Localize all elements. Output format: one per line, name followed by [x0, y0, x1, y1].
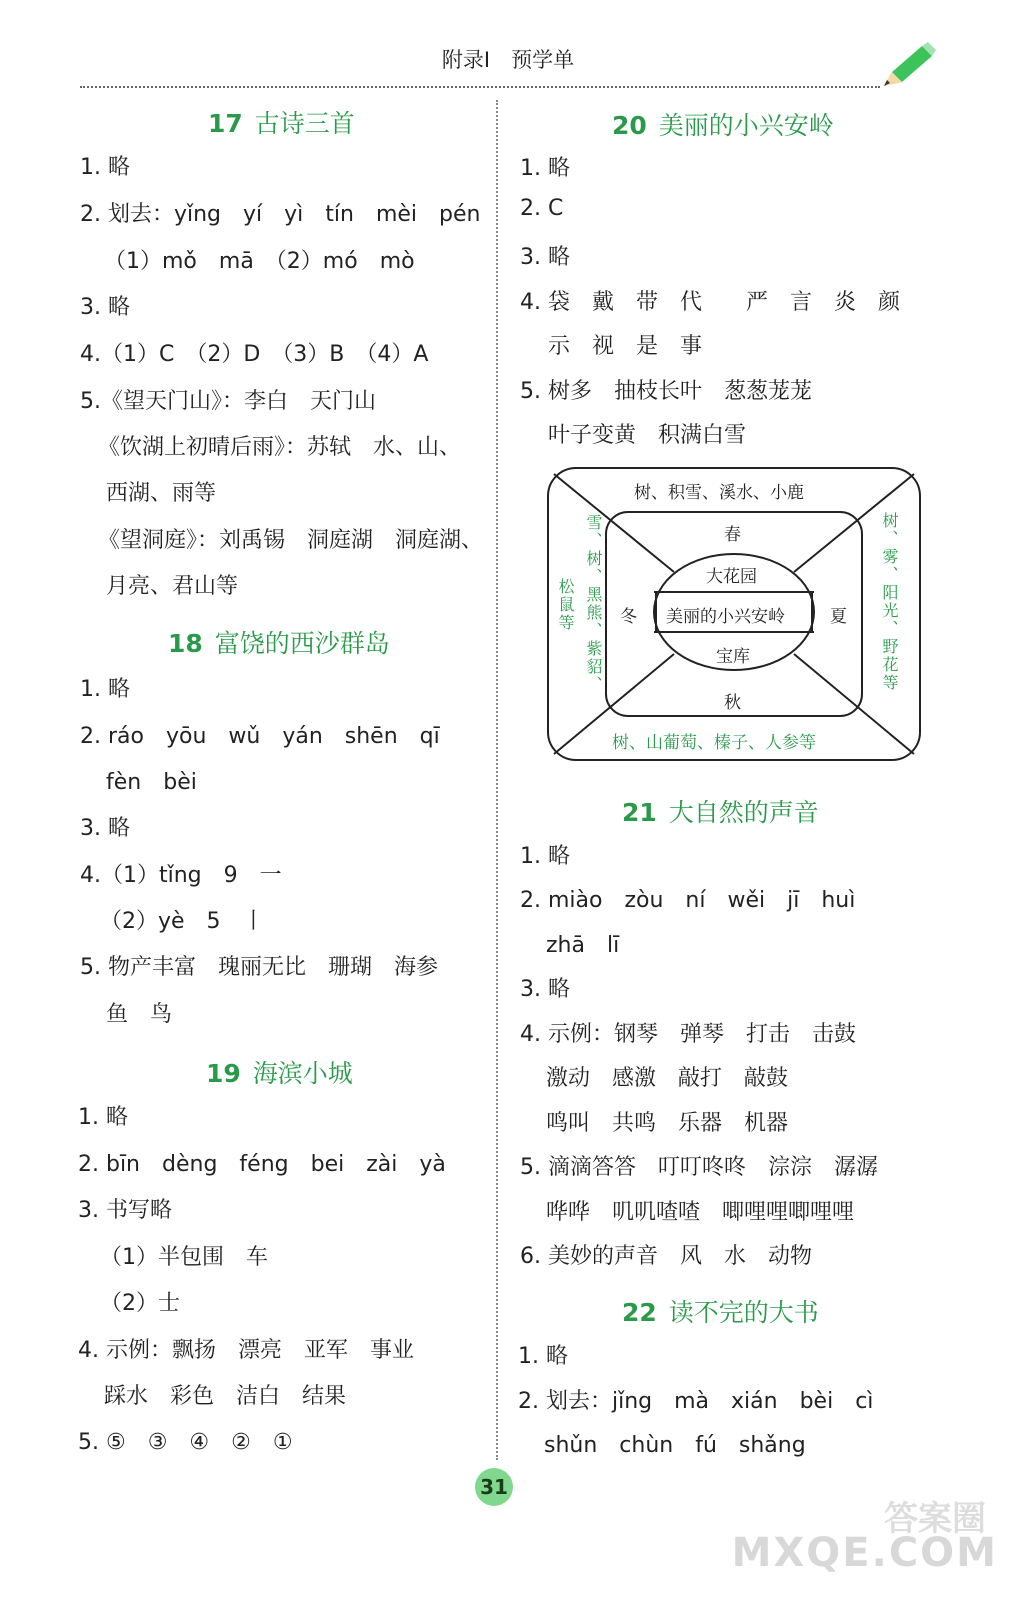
diagram-top-text: 树、积雪、溪水、小鹿: [634, 483, 804, 503]
section-title-19: 19 海滨小城: [206, 1059, 353, 1088]
diagram-center: 美丽的小兴安岭: [666, 607, 785, 627]
line: 2. 划去：yǐng yí yì tín mèi pén: [80, 202, 481, 227]
line: 1. 略: [80, 155, 130, 180]
watermark-logo: 答案圈: [884, 1499, 986, 1539]
line: 1. 略: [80, 677, 130, 702]
line: 1. 略: [518, 1344, 568, 1369]
line: 5. ⑤ ③ ④ ② ①: [78, 1430, 293, 1455]
line: 1. 略: [78, 1105, 128, 1130]
line: 2. miào zòu ní wěi jī huì: [520, 888, 856, 913]
page-number-badge: 31: [475, 1468, 513, 1506]
line: 1. 略: [520, 156, 570, 181]
diagram-winter: 冬: [620, 607, 637, 627]
line: （1）半包围 车: [100, 1245, 268, 1270]
line: 激动 感激 敲打 敲鼓: [546, 1066, 789, 1091]
line: （2）yè 5 丨: [100, 909, 265, 934]
line: 4.（1）tǐng 9 一: [80, 863, 282, 888]
header-rule: [80, 86, 880, 88]
section-title-18: 18 富饶的西沙群岛: [168, 629, 390, 658]
line: 《望洞庭》：刘禹锡 洞庭湖 洞庭湖、: [98, 528, 484, 553]
line: 4.（1）C （2）D （3）B （4）A: [80, 342, 429, 367]
diagram-lower: 宝库: [716, 647, 750, 667]
column-divider: [496, 100, 498, 1460]
line: 2. ráo yōu wǔ yán shēn qī: [80, 724, 440, 749]
line: 叶子变黄 积满白雪: [548, 423, 747, 448]
line: 3. 略: [520, 245, 570, 270]
line: 3. 略: [80, 295, 130, 320]
line: 3. 略: [520, 977, 570, 1002]
diagram-spring: 春: [724, 525, 741, 545]
line: （1）mǒ mā （2）mó mò: [104, 249, 415, 274]
line: 1. 略: [520, 844, 570, 869]
line: 6. 美妙的声音 风 水 动物: [520, 1244, 812, 1269]
section-title-22: 22 读不完的大书: [622, 1298, 819, 1327]
line: 3. 略: [80, 816, 130, 841]
section-title-20: 20 美丽的小兴安岭: [612, 111, 834, 140]
line: 5. 滴滴答答 叮叮咚咚 淙淙 潺潺: [520, 1155, 878, 1180]
line: （2）士: [100, 1291, 180, 1316]
diagram-left-inner-text: 雪、树、黑熊、紫貂、: [584, 514, 603, 694]
line: 哗哗 叽叽喳喳 唧哩哩唧哩哩: [546, 1200, 855, 1225]
line: 鱼 鸟: [106, 1002, 173, 1027]
line: 2. 划去：jǐng mà xián bèi cì: [518, 1389, 874, 1414]
line: 3. 书写略: [78, 1198, 172, 1223]
pencil-icon: [878, 42, 938, 92]
line: 2. C: [520, 196, 564, 221]
section-title-17: 17 古诗三首: [208, 109, 355, 138]
line: 示 视 是 事: [548, 334, 703, 359]
line: 踩水 彩色 洁白 结果: [104, 1384, 347, 1409]
section-title-21: 21 大自然的声音: [622, 798, 819, 827]
diagram-left-outer-text: 松鼠等: [556, 578, 575, 632]
diagram-upper: 大花园: [706, 567, 757, 587]
watermark-url: MXQE.COM: [731, 1530, 998, 1576]
line: 4. 袋 戴 带 代 严 言 炎 颜: [520, 290, 900, 315]
line: 4. 示例：钢琴 弹琴 打击 击鼓: [520, 1022, 856, 1047]
line: shǔn chùn fú shǎng: [544, 1433, 806, 1458]
line: fèn bèi: [106, 770, 197, 795]
line: 5. 物产丰富 瑰丽无比 珊瑚 海参: [80, 955, 438, 980]
line: 鸣叫 共鸣 乐器 机器: [546, 1111, 789, 1136]
line: 2. bīn dèng féng bei zài yà: [78, 1152, 446, 1177]
diagram-right-text: 树、雾、阳光、野花等: [880, 512, 899, 692]
mind-map-diagram: [546, 466, 922, 762]
page-header: 附录Ⅰ 预学单: [441, 48, 575, 72]
diagram-summer: 夏: [830, 607, 847, 627]
diagram-bottom-text: 树、山葡萄、榛子、人参等: [612, 733, 816, 753]
diagram-autumn: 秋: [724, 693, 741, 713]
line: 西湖、雨等: [106, 481, 217, 506]
line: 《饮湖上初晴后雨》：苏轼 水、山、: [98, 435, 462, 460]
line: 4. 示例：飘扬 漂亮 亚军 事业: [78, 1338, 414, 1363]
line: zhā lī: [546, 933, 620, 958]
line: 5. 树多 抽枝长叶 葱葱茏茏: [520, 379, 812, 404]
line: 5.《望天门山》：李白 天门山: [80, 389, 376, 414]
line: 月亮、君山等: [106, 574, 239, 599]
